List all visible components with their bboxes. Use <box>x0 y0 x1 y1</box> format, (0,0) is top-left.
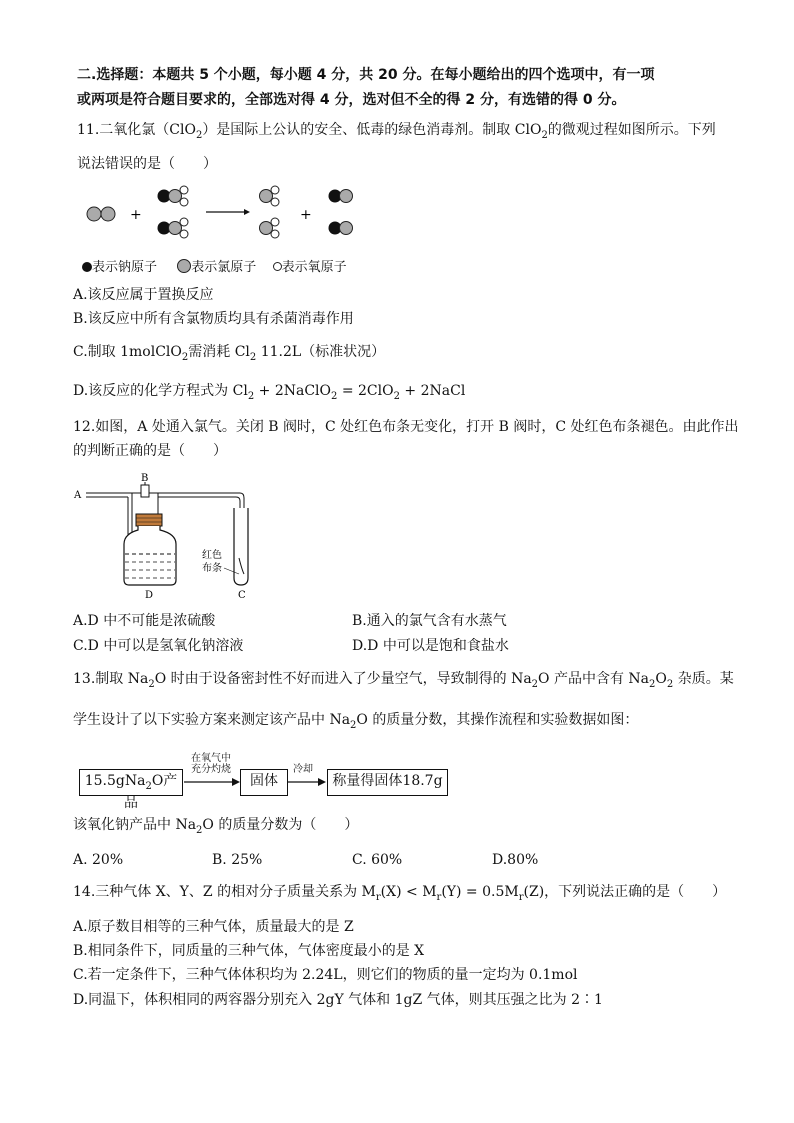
nacl-molecule-1 <box>329 190 353 203</box>
flow-arrow2-label: 冷却 <box>293 764 313 775</box>
svg-text:+: + <box>130 207 142 223</box>
flow-arrow1-label: 在氧气中 充分灼烧 <box>191 753 231 775</box>
section-header-line1: 二.选择题：本题共 5 个小题，每小题 4 分，共 20 分。在每小题给出的四个选项中，有一项 <box>77 67 655 83</box>
q11-option-b[interactable]: B.该反应中所有含氯物质均具有杀菌消毒作用 <box>73 311 354 327</box>
q13-option-a[interactable]: A. 20% <box>73 852 124 868</box>
naclo2-molecule-1 <box>158 186 189 206</box>
q12-option-c[interactable]: C.D 中可以是氢氧化钠溶液 <box>73 638 244 654</box>
nacl-molecule-2 <box>329 222 353 235</box>
q12-option-a[interactable]: A.D 中不可能是浓硫酸 <box>73 613 216 629</box>
o-atom-icon <box>273 262 282 271</box>
q12-apparatus-diagram <box>72 470 262 605</box>
naclo2-molecule-2 <box>158 218 189 238</box>
label-b: B <box>141 473 149 484</box>
q13-option-c[interactable]: C. 60% <box>352 852 403 868</box>
flow-box-weigh: 称量得固体18.7g <box>327 769 448 796</box>
q11-stem: 11.二氧化氯（ClO$_2$）是国际上公认的安全、低毒的绿色消毒剂。制取 ClO$_2$的微观过程如图所示。下列 <box>77 122 716 141</box>
clo2-molecule-1 <box>260 186 280 206</box>
q14-option-b[interactable]: B.相同条件下，同质量的三种气体，气体密度最小的是 X <box>73 943 425 959</box>
q11-option-c[interactable]: C.制取 1molClO$_2$需消耗 $Cl_2$ 11.2L（标准状况） <box>73 344 386 363</box>
cl2-molecule <box>87 207 115 221</box>
q13-option-d[interactable]: D.80% <box>492 852 539 868</box>
q13-option-b[interactable]: B. 25% <box>212 852 263 868</box>
label-d: D <box>145 590 154 601</box>
q11-option-d[interactable]: D.该反应的化学方程式为 $Cl_2$ + 2NaClO$_2$ = 2ClO$_2$ + 2NaCl <box>73 383 466 402</box>
section-header-line2: 或两项是符合题目要求的，全部选对得 4 分，选对但不全的得 2 分，有选错的得 0 分。 <box>77 92 626 108</box>
q14-option-c[interactable]: C.若一定条件下，三种气体体积均为 2.24L，则它们的物质的量一定均为 0.1mol <box>73 967 578 983</box>
q11-reaction-diagram <box>80 182 380 242</box>
q12-option-d[interactable]: D.D 中可以是饱和食盐水 <box>352 638 509 654</box>
label-c: C <box>238 590 246 601</box>
label-red-cloth-2: 布条 <box>202 563 222 574</box>
svg-text:+: + <box>300 207 312 223</box>
flow-arrow-2 <box>288 776 328 788</box>
cl-atom-icon <box>177 259 191 273</box>
q13-question: 该氧化钠产品中 $Na_2O$ 的质量分数为（ ） <box>73 817 359 836</box>
q13-stem: 13.制取 $Na_2O$ 时由于设备密封性不好而进入了少量空气，导致制得的 $Na_2O$ 产品中含有 $Na_2O_2$ 杂质。某 <box>73 671 734 690</box>
q11-stem-line2: 说法错误的是（ ） <box>77 156 217 172</box>
flow-arrow-1 <box>184 776 240 788</box>
clo2-molecule-2 <box>260 218 280 238</box>
flow-box-solid: 固体 <box>240 769 288 796</box>
label-a: A <box>74 490 82 501</box>
na-atom-icon <box>82 262 92 272</box>
q14-option-d[interactable]: D.同温下，体积相同的两容器分别充入 2gY 气体和 1gZ 气体，则其压强之比为 2∶1 <box>73 992 603 1008</box>
q14-option-a[interactable]: A.原子数目相等的三种气体，质量最大的是 Z <box>73 919 354 935</box>
q12-option-b[interactable]: B.通入的氯气含有水蒸气 <box>352 613 507 629</box>
q11-legend: 表示钠原子 表示氯原子 表示氧原子 <box>82 258 347 278</box>
q13-stem-line2: 学生设计了以下实验方案来测定该产品中 $Na_2O$ 的质量分数，其操作流程和实验数据如图： <box>73 712 639 731</box>
q12-stem-line2: 的判断正确的是（ ） <box>73 443 227 459</box>
label-red-cloth-1: 红色 <box>202 550 222 561</box>
q14-stem: 14.三种气体 X、Y、Z 的相对分子质量关系为 $M_r(X) < M_r(Y) = 0.5M_r(Z)$，下列说法正确的是（ ） <box>73 884 727 903</box>
flow-box-product: 15.5gNa$_2$O产品 <box>79 769 183 796</box>
q12-stem: 12.如图，A 处通入氯气。关闭 B 阀时，C 处红色布条无变化，打开 B 阀时，C 处红色布条褪色。由此作出 <box>73 419 739 435</box>
q11-option-a[interactable]: A.该反应属于置换反应 <box>73 287 214 303</box>
